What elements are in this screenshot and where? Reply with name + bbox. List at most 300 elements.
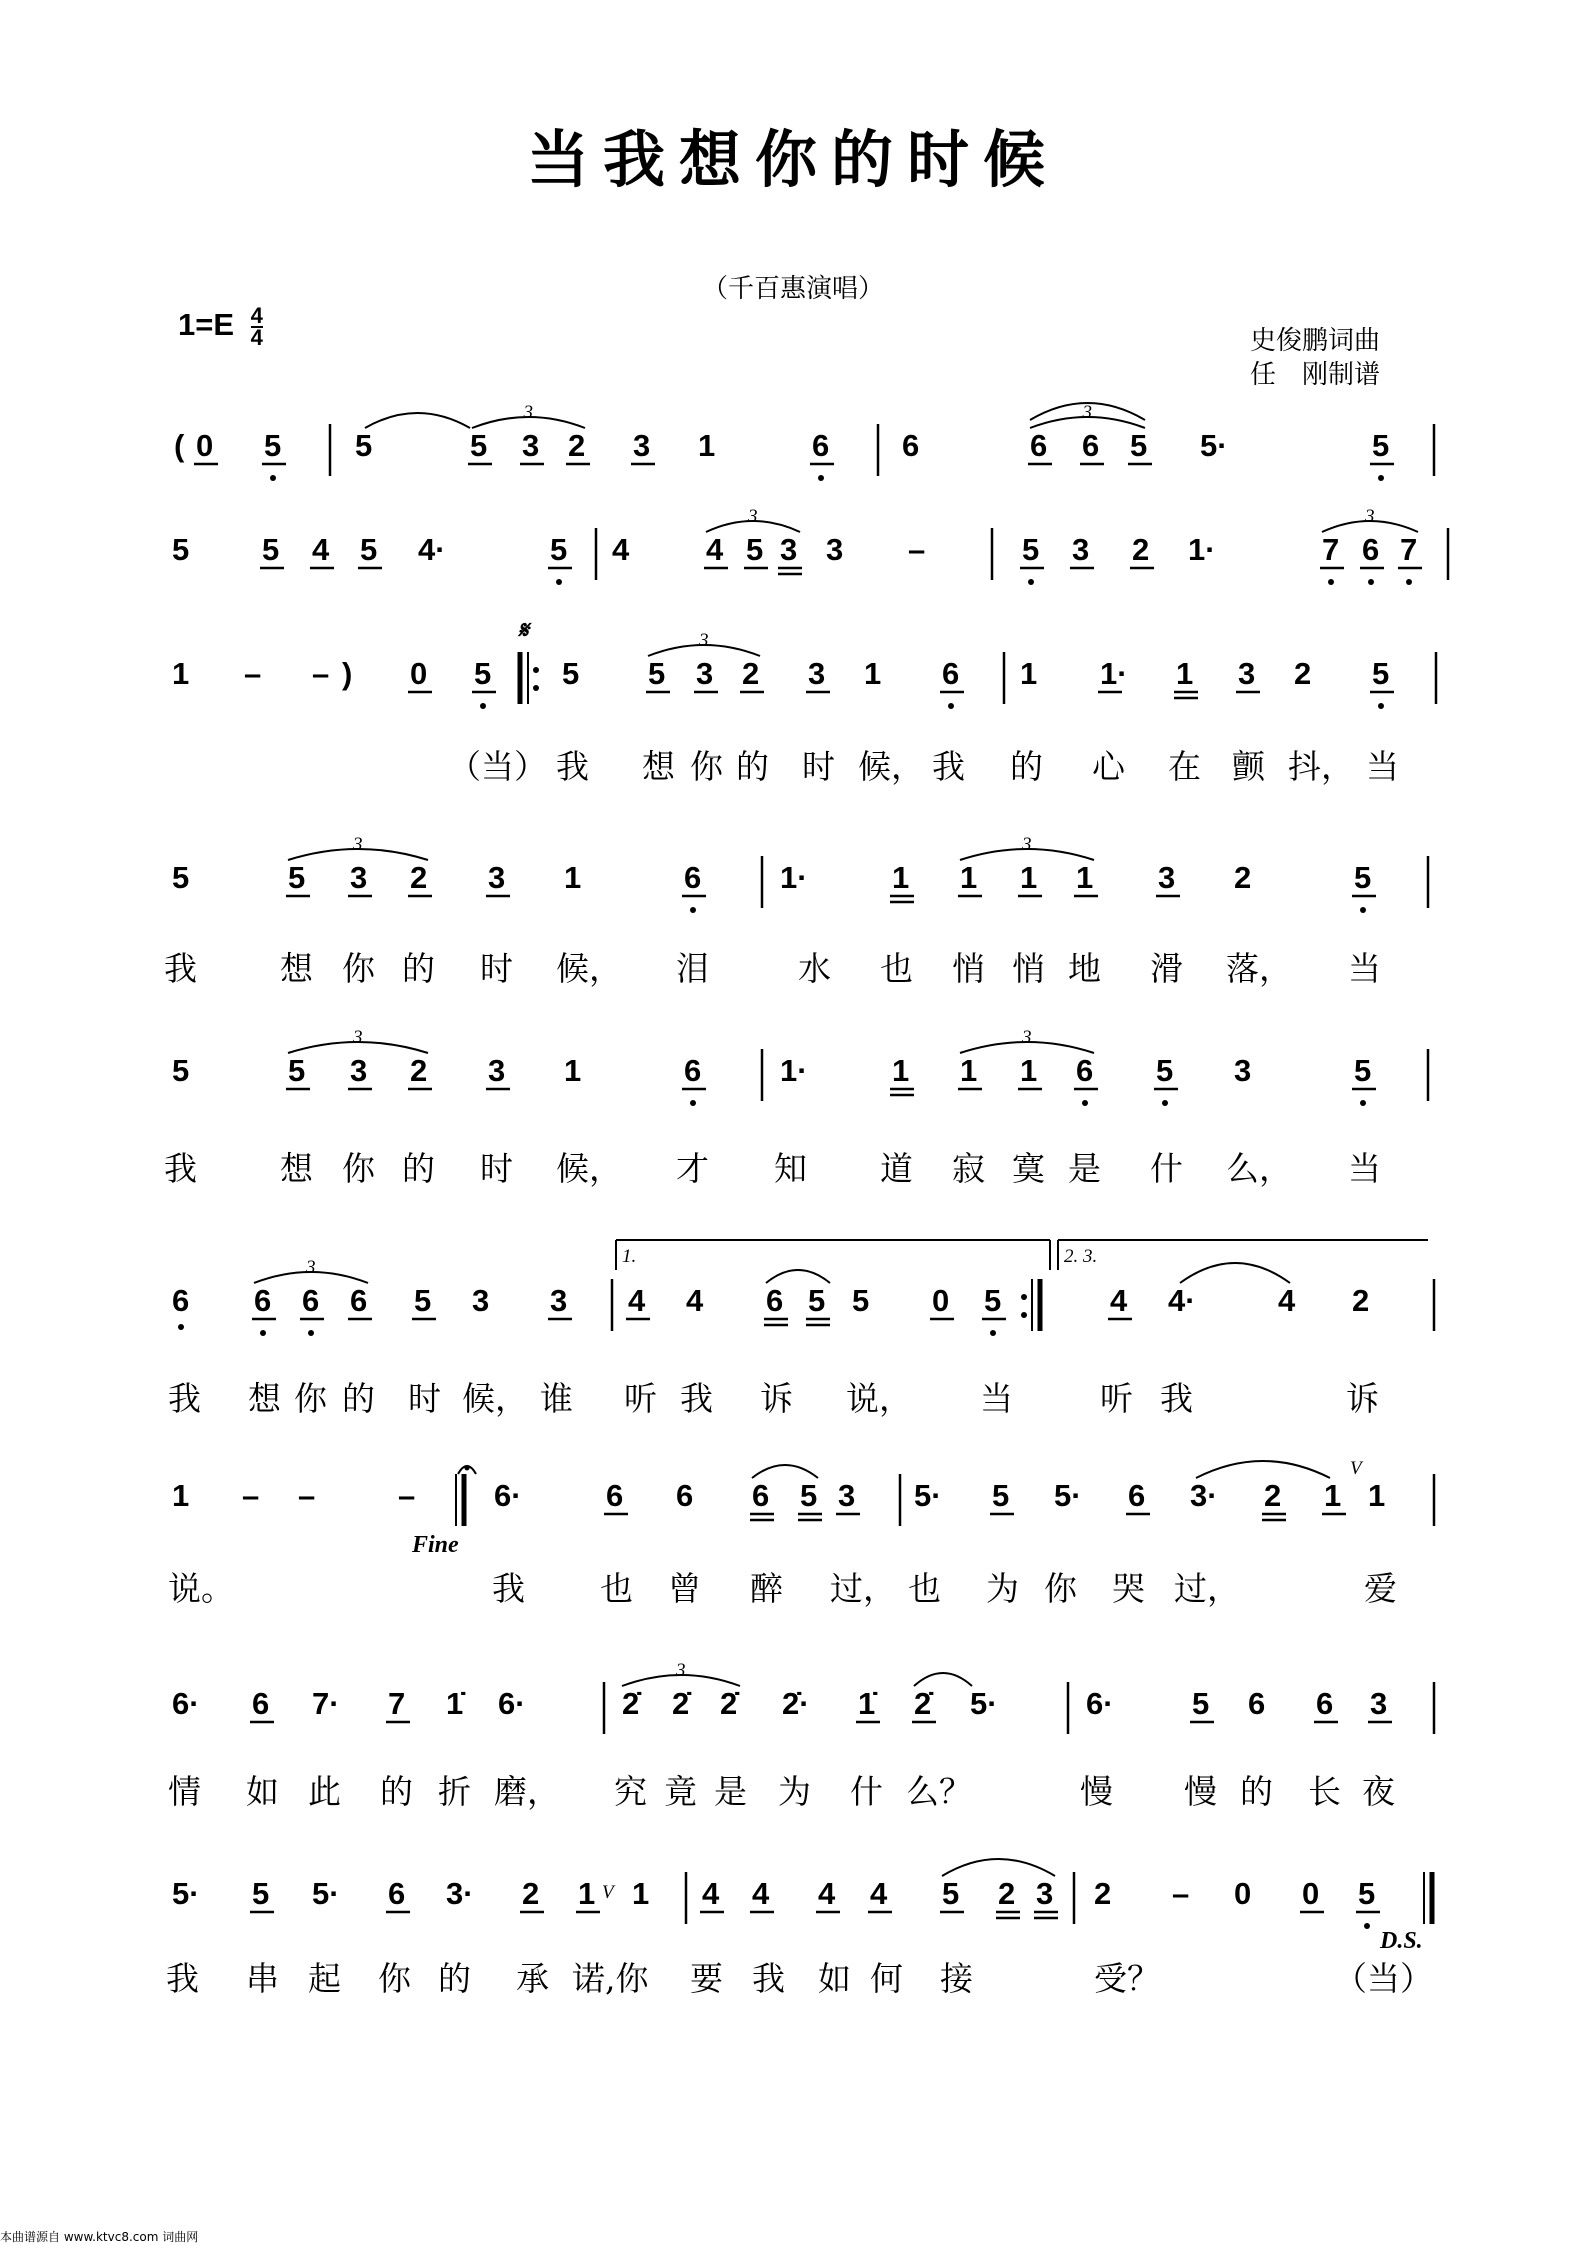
low-octave-dot bbox=[1368, 579, 1374, 585]
lyric-syllable: 长 bbox=[1308, 1772, 1341, 1811]
note: 3 bbox=[550, 1283, 568, 1318]
note: 3 bbox=[780, 532, 798, 567]
note: 4 bbox=[1278, 1283, 1296, 1318]
note: 0 bbox=[932, 1283, 950, 1318]
lyric-syllable: 你 bbox=[378, 1959, 411, 1998]
lyric-syllable: 是 bbox=[714, 1772, 747, 1811]
lyric-syllable: 想 bbox=[248, 1379, 281, 1418]
note: 6 bbox=[812, 428, 830, 463]
lyric-syllable: 当 bbox=[1348, 949, 1381, 988]
note: 2 bbox=[1352, 1283, 1370, 1318]
lyric-syllable: 如 bbox=[246, 1772, 279, 1811]
ds-marking: D.S. bbox=[1380, 1928, 1423, 1954]
lyric-syllable: 我 bbox=[166, 1959, 199, 1998]
lyric-syllable: 的 bbox=[342, 1379, 375, 1418]
lyric-syllable: 候， bbox=[556, 1149, 622, 1188]
lyric-syllable: 我 bbox=[680, 1379, 713, 1418]
note: 3 bbox=[350, 860, 368, 895]
note: 1 bbox=[1176, 656, 1194, 691]
low-octave-dot bbox=[1378, 475, 1384, 481]
note: 1 bbox=[1020, 860, 1038, 895]
low-octave-dot bbox=[178, 1324, 184, 1330]
note: 5· bbox=[970, 1686, 998, 1721]
low-octave-dot bbox=[1406, 579, 1412, 585]
lyric-syllable: 滑 bbox=[1150, 949, 1183, 988]
note: 6 bbox=[350, 1283, 368, 1318]
low-octave-dot bbox=[270, 475, 276, 481]
low-octave-dot bbox=[260, 1330, 266, 1336]
triplet-number: 3 bbox=[1365, 506, 1375, 527]
note: 6 bbox=[1076, 1053, 1094, 1088]
low-octave-dot bbox=[1378, 703, 1384, 709]
triplet-number: 3 bbox=[1022, 1027, 1032, 1048]
note: 5 bbox=[746, 532, 764, 567]
lyric-syllable: 承 bbox=[516, 1959, 549, 1998]
note: 2 bbox=[410, 860, 428, 895]
lyric-syllable: 诉 bbox=[760, 1379, 793, 1418]
note: 1· bbox=[780, 1053, 808, 1088]
slur bbox=[766, 1270, 830, 1283]
note: 4 bbox=[686, 1283, 704, 1318]
note: 6 bbox=[1248, 1686, 1266, 1721]
note: 3 bbox=[1238, 656, 1256, 691]
note: 5· bbox=[914, 1478, 942, 1513]
note: 6 bbox=[1316, 1686, 1334, 1721]
lyric-syllable: 心 bbox=[1092, 747, 1125, 786]
breath-mark: V bbox=[602, 1882, 614, 1903]
note: 5 bbox=[288, 1053, 306, 1088]
note: 5 bbox=[1022, 532, 1040, 567]
note: 3 bbox=[350, 1053, 368, 1088]
lyric-syllable: 接 bbox=[940, 1959, 973, 1998]
lyric-syllable: 何 bbox=[870, 1959, 903, 1998]
note: 2 bbox=[1294, 656, 1312, 691]
note: 1 bbox=[1020, 656, 1038, 691]
triplet-number: 3 bbox=[353, 834, 363, 855]
note: 1· bbox=[780, 860, 808, 895]
lyric-syllable: 竟 bbox=[664, 1772, 697, 1811]
lyric-syllable: 当 bbox=[1366, 747, 1399, 786]
lyric-syllable: 究 bbox=[614, 1772, 647, 1811]
lyric-syllable: 落， bbox=[1226, 949, 1292, 988]
lyric-syllable: 是 bbox=[1068, 1149, 1101, 1188]
triplet-number: 3 bbox=[748, 506, 758, 527]
lyric-syllable: 的 bbox=[402, 1149, 435, 1188]
lyric-syllable: 也 bbox=[880, 949, 913, 988]
lyric-syllable: 起 bbox=[308, 1959, 341, 1998]
note: 6 bbox=[1082, 428, 1100, 463]
lyric-syllable: 候， bbox=[462, 1379, 528, 1418]
note: 6 bbox=[1362, 532, 1380, 567]
composer-line: 史俊鹏词曲 bbox=[1250, 326, 1381, 356]
lyric-syllable: 如 bbox=[818, 1959, 851, 1998]
lyric-syllable: 听 bbox=[624, 1379, 657, 1418]
note: 6 bbox=[676, 1478, 694, 1513]
low-octave-dot bbox=[1028, 579, 1034, 585]
lyric-syllable: 醉 bbox=[750, 1569, 783, 1608]
note: 6 bbox=[302, 1283, 320, 1318]
note: 4 bbox=[612, 532, 630, 567]
lyric-syllable: 当 bbox=[980, 1379, 1013, 1418]
note: 5 bbox=[800, 1478, 818, 1513]
note: 4 bbox=[870, 1876, 888, 1911]
note: 5 bbox=[172, 532, 190, 567]
note: 4 bbox=[628, 1283, 646, 1318]
page-title: 当我想你的时候 bbox=[526, 123, 1059, 196]
note: 3 bbox=[633, 428, 651, 463]
note: 5 bbox=[288, 860, 306, 895]
note: 3 bbox=[488, 1053, 506, 1088]
note: 4 bbox=[706, 532, 724, 567]
lyric-syllable: 你 bbox=[342, 949, 375, 988]
note: 2 bbox=[742, 656, 760, 691]
note: 3 bbox=[488, 860, 506, 895]
note: – bbox=[244, 656, 262, 691]
repeat-dot bbox=[533, 667, 539, 673]
lyric-syllable: 我 bbox=[752, 1959, 785, 1998]
note: 3 bbox=[1036, 1876, 1054, 1911]
source-footer: 本曲谱源自 www.ktvc8.com 词曲网 bbox=[0, 2230, 199, 2244]
lyric-syllable: 道 bbox=[880, 1149, 913, 1188]
note: 5 bbox=[414, 1283, 432, 1318]
note: 2 bbox=[522, 1876, 540, 1911]
note: 5 bbox=[1130, 428, 1148, 463]
note: 5· bbox=[312, 1876, 340, 1911]
repeat-dot bbox=[1021, 1294, 1027, 1300]
slur bbox=[914, 1673, 972, 1686]
note: 6· bbox=[494, 1478, 522, 1513]
note: – bbox=[398, 1478, 416, 1513]
note: 2 bbox=[1132, 532, 1150, 567]
note: 2 bbox=[1234, 860, 1252, 895]
note: 6 bbox=[172, 1283, 190, 1318]
lyric-syllable: 听 bbox=[1100, 1379, 1133, 1418]
note: 5 bbox=[808, 1283, 826, 1318]
lyric-syllable: 夜 bbox=[1362, 1772, 1395, 1811]
lyric-syllable: 的 bbox=[438, 1959, 471, 1998]
note: 5 bbox=[942, 1876, 960, 1911]
segno-sign: 𝄋 bbox=[518, 618, 529, 644]
note: 1 bbox=[1076, 860, 1094, 895]
note: 6 bbox=[684, 1053, 702, 1088]
time-signature-top: 4 bbox=[250, 303, 263, 328]
time-signature-bottom: 4 bbox=[250, 325, 263, 350]
note: 1 bbox=[564, 860, 582, 895]
lyric-syllable: 哭 bbox=[1112, 1569, 1145, 1608]
note: 5 bbox=[1372, 656, 1390, 691]
low-octave-dot bbox=[1360, 907, 1366, 913]
note: – bbox=[1172, 1876, 1190, 1911]
note: – bbox=[298, 1478, 316, 1513]
triplet-number: 3 bbox=[306, 1257, 316, 1278]
note: ) bbox=[342, 656, 353, 691]
note: 0 bbox=[410, 656, 428, 691]
note: 5 bbox=[852, 1283, 870, 1318]
note: – bbox=[908, 532, 926, 567]
lyric-syllable: 的 bbox=[380, 1772, 413, 1811]
repeat-dot bbox=[1021, 1312, 1027, 1318]
lyric-syllable: 说， bbox=[846, 1379, 912, 1418]
lyric-syllable: 过， bbox=[1174, 1569, 1240, 1608]
note: 3 bbox=[1072, 532, 1090, 567]
lyric-syllable: 时 bbox=[480, 949, 513, 988]
note: 4 bbox=[702, 1876, 720, 1911]
note: 2̇ bbox=[720, 1686, 738, 1721]
transcriber-line: 任 刚制谱 bbox=[1250, 360, 1381, 390]
lyric-syllable: 诺,你 bbox=[572, 1959, 649, 1998]
lyric-syllable: 时 bbox=[408, 1379, 441, 1418]
note: 5 bbox=[360, 532, 378, 567]
note: 1· bbox=[1188, 532, 1216, 567]
slur bbox=[1180, 1263, 1290, 1283]
note: 6 bbox=[684, 860, 702, 895]
lyric-syllable: 什 bbox=[850, 1772, 883, 1811]
lyric-syllable: （当） bbox=[1334, 1959, 1433, 1998]
note: 4· bbox=[418, 532, 446, 567]
lyric-syllable: 慢 bbox=[1080, 1772, 1113, 1811]
lyric-syllable: 情 bbox=[168, 1772, 201, 1811]
note: 5· bbox=[1200, 428, 1228, 463]
lyric-syllable: 悄 bbox=[952, 949, 985, 988]
note: 2 bbox=[410, 1053, 428, 1088]
lyric-syllable: 谁 bbox=[540, 1379, 573, 1418]
lyric-syllable: 么？ bbox=[906, 1772, 972, 1811]
low-octave-dot bbox=[1162, 1100, 1168, 1106]
note: 3 bbox=[696, 656, 714, 691]
note: 0 bbox=[196, 428, 214, 463]
note: 5 bbox=[172, 1053, 190, 1088]
note: 5 bbox=[1156, 1053, 1174, 1088]
note: – bbox=[312, 656, 330, 691]
note: 5 bbox=[252, 1876, 270, 1911]
note: 5 bbox=[550, 532, 568, 567]
slur bbox=[1196, 1461, 1330, 1478]
volta-label: 1. bbox=[622, 1246, 637, 1267]
triplet-number: 3 bbox=[676, 1660, 686, 1681]
note: ( bbox=[174, 428, 185, 463]
slur bbox=[942, 1859, 1055, 1876]
note: 1 bbox=[578, 1876, 596, 1911]
lyric-syllable: 的 bbox=[736, 747, 769, 786]
lyric-syllable: 什 bbox=[1150, 1149, 1183, 1188]
note: 3 bbox=[826, 532, 844, 567]
lyric-syllable: 时 bbox=[480, 1149, 513, 1188]
lyric-syllable: 泪 bbox=[676, 949, 709, 988]
note: 1̇ bbox=[858, 1686, 876, 1721]
low-octave-dot bbox=[556, 579, 562, 585]
note: 6 bbox=[752, 1478, 770, 1513]
lyric-syllable: 我 bbox=[932, 747, 965, 786]
note: 5 bbox=[1354, 860, 1372, 895]
lyric-syllable: 知 bbox=[774, 1149, 807, 1188]
lyric-syllable: 为 bbox=[986, 1569, 1019, 1608]
lyric-syllable: 时 bbox=[802, 747, 835, 786]
note: 4 bbox=[752, 1876, 770, 1911]
low-octave-dot bbox=[1082, 1100, 1088, 1106]
low-octave-dot bbox=[690, 907, 696, 913]
lyric-syllable: 我 bbox=[164, 1149, 197, 1188]
note: 4· bbox=[1168, 1283, 1196, 1318]
volta-label: 2. 3. bbox=[1064, 1246, 1098, 1267]
note: 1 bbox=[1324, 1478, 1342, 1513]
low-octave-dot bbox=[818, 475, 824, 481]
note: 5· bbox=[1054, 1478, 1082, 1513]
low-octave-dot bbox=[480, 703, 486, 709]
note: – bbox=[242, 1478, 260, 1513]
lyric-syllable: 的 bbox=[1010, 747, 1043, 786]
note: 3 bbox=[1370, 1686, 1388, 1721]
note: 1 bbox=[1368, 1478, 1386, 1513]
lyric-syllable: 我 bbox=[556, 747, 589, 786]
note: 6· bbox=[172, 1686, 200, 1721]
note: 0 bbox=[1234, 1876, 1252, 1911]
lyric-syllable: 要 bbox=[690, 1959, 723, 1998]
lyric-syllable: 想 bbox=[280, 1149, 313, 1188]
lyric-syllable: 的 bbox=[402, 949, 435, 988]
note: 5 bbox=[984, 1283, 1002, 1318]
triplet-number: 3 bbox=[1082, 402, 1092, 423]
note: 5 bbox=[264, 428, 282, 463]
lyric-syllable: 我 bbox=[492, 1569, 525, 1608]
lyric-syllable: 想 bbox=[280, 949, 313, 988]
lyric-syllable: 我 bbox=[168, 1379, 201, 1418]
note: 5 bbox=[648, 656, 666, 691]
note: 4 bbox=[818, 1876, 836, 1911]
triplet-number: 3 bbox=[699, 630, 709, 651]
note: 7· bbox=[312, 1686, 340, 1721]
note: 5 bbox=[1192, 1686, 1210, 1721]
note: 6· bbox=[498, 1686, 526, 1721]
low-octave-dot bbox=[1360, 1100, 1366, 1106]
note: 5 bbox=[474, 656, 492, 691]
note: 6 bbox=[606, 1478, 624, 1513]
note: 6 bbox=[766, 1283, 784, 1318]
note: 1 bbox=[632, 1876, 650, 1911]
note: 3· bbox=[446, 1876, 474, 1911]
note: 4 bbox=[312, 532, 330, 567]
lyric-syllable: 此 bbox=[308, 1772, 341, 1811]
lyric-syllable: 地 bbox=[1068, 949, 1101, 988]
note: 5 bbox=[1354, 1053, 1372, 1088]
lyric-syllable: 你 bbox=[690, 747, 723, 786]
lyric-syllable: 的 bbox=[1240, 1772, 1273, 1811]
lyric-syllable: 么， bbox=[1226, 1149, 1292, 1188]
lyric-syllable: 磨， bbox=[494, 1772, 560, 1811]
note: 2̇ bbox=[672, 1686, 690, 1721]
repeat-dot bbox=[533, 685, 539, 691]
note: 1 bbox=[1020, 1053, 1038, 1088]
note: 1 bbox=[960, 860, 978, 895]
note: 2 bbox=[1264, 1478, 1282, 1513]
note: 6 bbox=[902, 428, 920, 463]
lyric-syllable: 抖， bbox=[1288, 747, 1354, 786]
lyric-syllable: 也 bbox=[908, 1569, 941, 1608]
note: 5 bbox=[562, 656, 580, 691]
note: 5 bbox=[1372, 428, 1390, 463]
lyric-syllable: 过， bbox=[830, 1569, 896, 1608]
note: 5 bbox=[355, 428, 373, 463]
note: 4 bbox=[1110, 1283, 1128, 1318]
performer-credit: （千百惠演唱） bbox=[701, 274, 884, 304]
low-octave-dot bbox=[308, 1330, 314, 1336]
note: 3· bbox=[1190, 1478, 1218, 1513]
lyric-syllable: 受？ bbox=[1094, 1959, 1160, 1998]
low-octave-dot bbox=[1364, 1923, 1370, 1929]
lyric-syllable: 曾 bbox=[668, 1569, 701, 1608]
note: 3 bbox=[1234, 1053, 1252, 1088]
lyric-syllable: 你 bbox=[342, 1149, 375, 1188]
note: 6 bbox=[254, 1283, 272, 1318]
note: 2 bbox=[568, 428, 586, 463]
note: 3 bbox=[1158, 860, 1176, 895]
low-octave-dot bbox=[690, 1100, 696, 1106]
triplet-number: 3 bbox=[1022, 834, 1032, 855]
lyric-syllable: （当） bbox=[448, 747, 547, 786]
note: 3 bbox=[522, 428, 540, 463]
low-octave-dot bbox=[990, 1330, 996, 1336]
note: 5 bbox=[1358, 1876, 1376, 1911]
low-octave-dot bbox=[948, 703, 954, 709]
note: 7 bbox=[388, 1686, 406, 1721]
note: 1 bbox=[892, 1053, 910, 1088]
lyric-syllable: 折 bbox=[438, 1772, 471, 1811]
note: 6 bbox=[1030, 428, 1048, 463]
lyric-syllable: 我 bbox=[164, 949, 197, 988]
lyric-syllable: 爱 bbox=[1364, 1569, 1397, 1608]
lyric-syllable: 串 bbox=[246, 1959, 279, 1998]
note: 1 bbox=[864, 656, 882, 691]
note: 1 bbox=[172, 1478, 190, 1513]
note: 2 bbox=[998, 1876, 1016, 1911]
note: 6 bbox=[252, 1686, 270, 1721]
lyric-syllable: 说。 bbox=[168, 1569, 234, 1608]
lyric-syllable: 才 bbox=[676, 1149, 709, 1188]
note: 5 bbox=[262, 532, 280, 567]
note: 2̇· bbox=[782, 1686, 810, 1721]
low-octave-dot bbox=[1328, 579, 1334, 585]
note: 6 bbox=[942, 656, 960, 691]
note: 7 bbox=[1400, 532, 1418, 567]
lyric-syllable: 在 bbox=[1168, 747, 1201, 786]
lyric-syllable: 你 bbox=[294, 1379, 327, 1418]
lyric-syllable: 也 bbox=[600, 1569, 633, 1608]
lyric-syllable: 候， bbox=[858, 747, 924, 786]
note: 3 bbox=[838, 1478, 856, 1513]
note: 2̇ bbox=[622, 1686, 640, 1721]
slur bbox=[365, 413, 470, 428]
lyric-syllable: 颤 bbox=[1232, 747, 1265, 786]
note: 1 bbox=[960, 1053, 978, 1088]
note: 3 bbox=[808, 656, 826, 691]
note: 6 bbox=[1128, 1478, 1146, 1513]
triplet-number: 3 bbox=[353, 1027, 363, 1048]
lyric-syllable: 你 bbox=[1044, 1569, 1077, 1608]
note: 6· bbox=[1086, 1686, 1114, 1721]
slur bbox=[752, 1465, 818, 1478]
lyric-syllable: 慢 bbox=[1184, 1772, 1217, 1811]
note: 1 bbox=[892, 860, 910, 895]
lyric-syllable: 诉 bbox=[1346, 1379, 1379, 1418]
note: 1 bbox=[698, 428, 716, 463]
note: 1· bbox=[1100, 656, 1128, 691]
lyric-syllable: 为 bbox=[778, 1772, 811, 1811]
lyric-syllable: 悄 bbox=[1012, 949, 1045, 988]
note: 5· bbox=[172, 1876, 200, 1911]
note: 1 bbox=[172, 656, 190, 691]
note: 3 bbox=[472, 1283, 490, 1318]
lyric-syllable: 当 bbox=[1348, 1149, 1381, 1188]
breath-mark: V bbox=[1350, 1458, 1362, 1479]
